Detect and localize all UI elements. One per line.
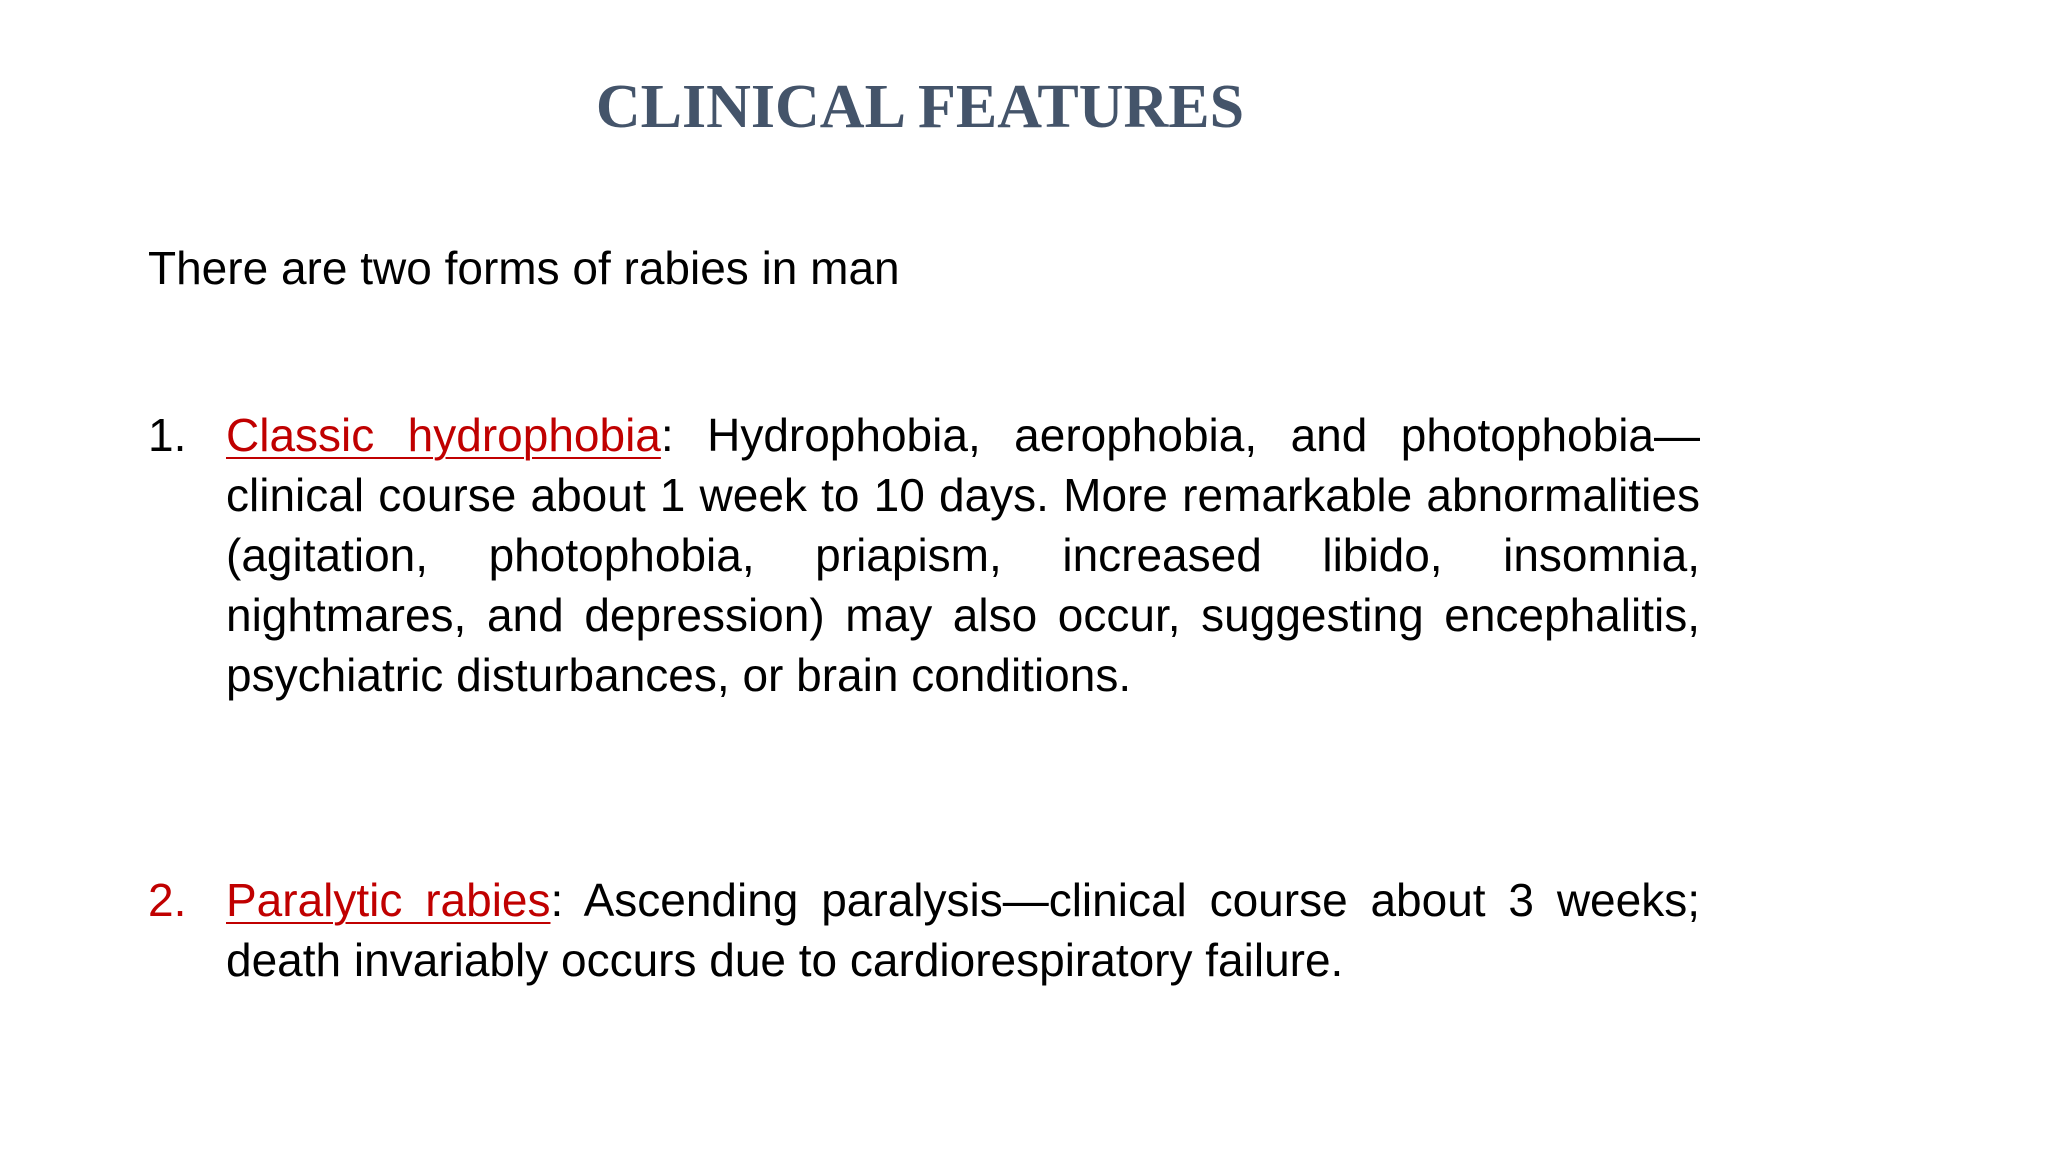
term-separator: : xyxy=(660,409,674,461)
item-description: Ascending paralysis—clinical course about 3 weeks; death invariably occurs due to cardiorespiratory failure. xyxy=(226,874,1700,986)
item-description: Hydrophobia, aerophobia, and photophobia—clinical course about 1 week to 10 days. More remarkable abnormalities (agitation, photophobia, priapism, increased libido, insomnia, nightmares, and depression) may also occur, suggesting encephalitis, psychiatric disturbances, or brain conditions. xyxy=(226,409,1701,701)
list-item-paralytic-rabies xyxy=(148,870,1700,990)
term-paralytic-rabies: Paralytic rabies xyxy=(226,874,551,926)
term-separator: : xyxy=(550,874,564,926)
intro-text: There are two forms of rabies in man xyxy=(148,242,900,294)
list-item-body xyxy=(226,405,1700,705)
term-classic-hydrophobia: Classic hydrophobia xyxy=(226,409,661,461)
list-number: 2. xyxy=(148,874,187,926)
slide-title: CLINICAL FEATURES xyxy=(595,73,1245,141)
list-item-body xyxy=(226,870,1700,990)
list-number: 1. xyxy=(148,409,187,461)
list-item-classic-hydrophobia xyxy=(148,405,1700,705)
